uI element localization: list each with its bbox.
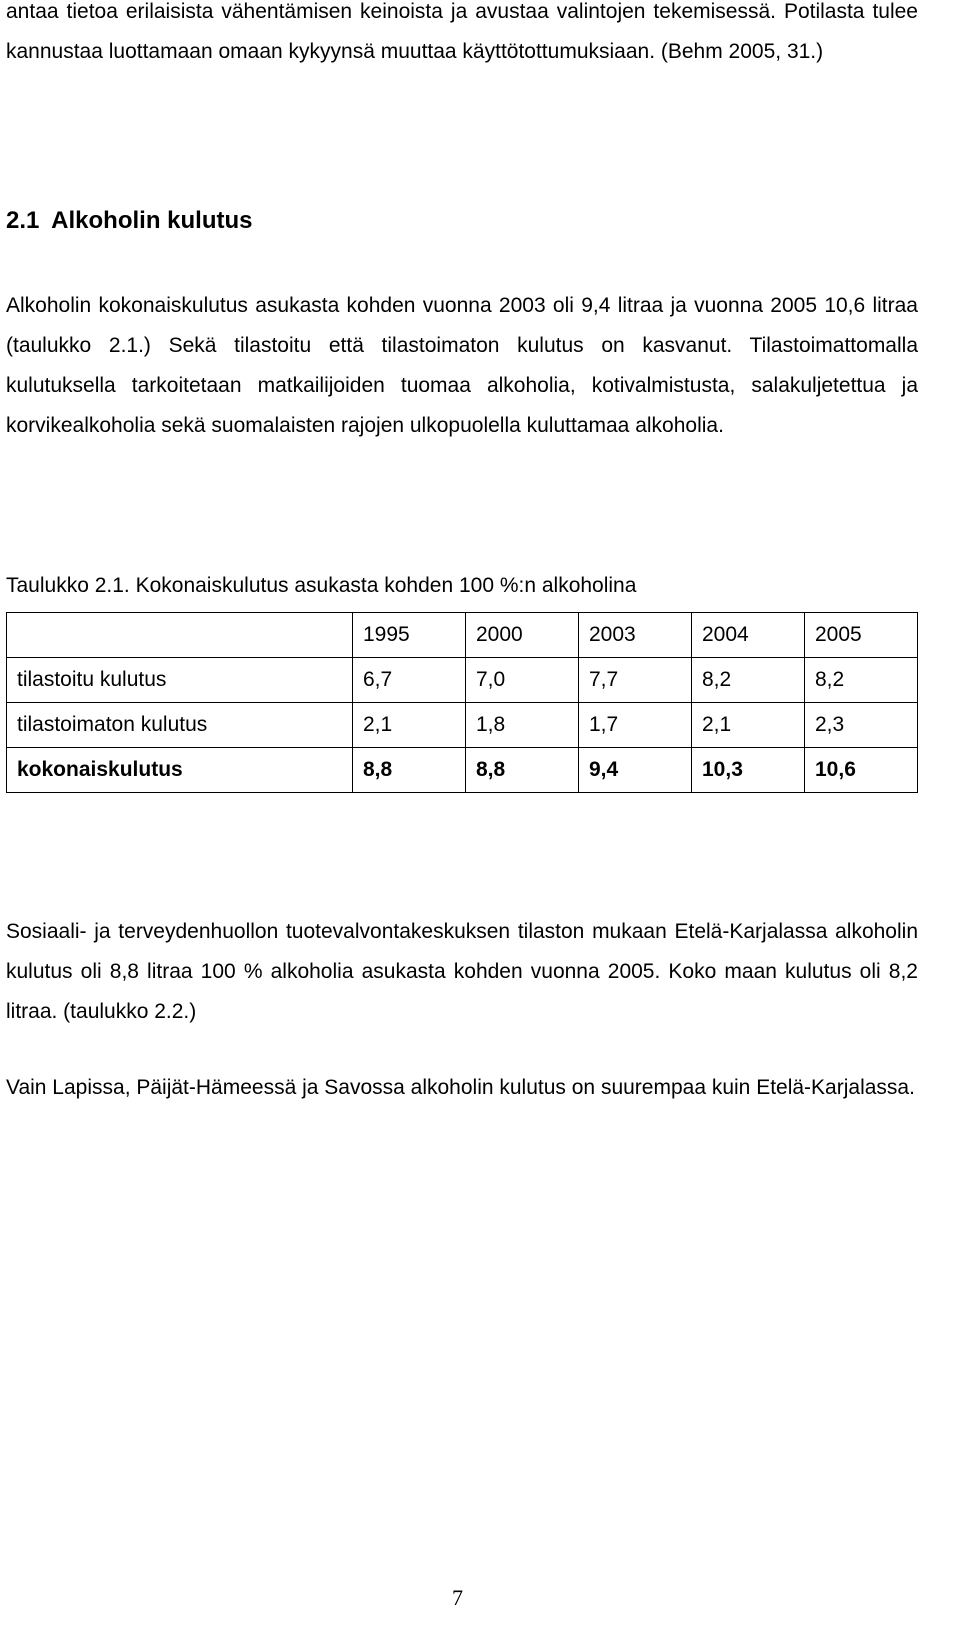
year-header-cell: 2005 bbox=[805, 613, 918, 658]
value-cell: 1,8 bbox=[466, 703, 579, 748]
regional-paragraph: Sosiaali- ja terveydenhuollon tuotevalvontakeskuksen tilaston mukaan Etelä-Karjalassa alkoholin kulutus oli 8,8 litraa 100 % alkoholia asukasta kohden vuonna 2005. Koko maan kulutus oli 8,2 litraa. (taulukko 2.2.) bbox=[6, 920, 918, 1023]
value-cell: 2,3 bbox=[805, 703, 918, 748]
intro-paragraph: antaa tietoa erilaisista vähentämisen keinoista ja avustaa valintojen tekemisessä. Potilasta tulee kannustaa luottamaan omaan kykyynsä muuttaa käyttötottumuksiaan. (Behm 2005, 31.) bbox=[6, 0, 918, 63]
consumption-table bbox=[6, 612, 918, 793]
value-cell: 9,4 bbox=[579, 748, 692, 793]
value-cell: 2,1 bbox=[692, 703, 805, 748]
table-corner-cell bbox=[7, 613, 353, 658]
year-header-cell: 2004 bbox=[692, 613, 805, 658]
row-label-cell: tilastoitu kulutus bbox=[7, 658, 353, 703]
table-total-row bbox=[7, 748, 918, 793]
row-label-cell: kokonaiskulutus bbox=[7, 748, 353, 793]
section-title: Alkoholin kulutus bbox=[51, 207, 253, 234]
table-caption: Taulukko 2.1. Kokonaiskulutus asukasta kohden 100 %:n alkoholina bbox=[6, 574, 637, 597]
value-cell: 7,0 bbox=[466, 658, 579, 703]
value-cell: 1,7 bbox=[579, 703, 692, 748]
value-cell: 8,2 bbox=[692, 658, 805, 703]
value-cell: 2,1 bbox=[353, 703, 466, 748]
value-cell: 8,8 bbox=[353, 748, 466, 793]
value-cell: 8,2 bbox=[805, 658, 918, 703]
table-header-row bbox=[7, 613, 918, 658]
year-header-cell: 2003 bbox=[579, 613, 692, 658]
section-number: 2.1 bbox=[6, 207, 40, 234]
value-cell: 8,8 bbox=[466, 748, 579, 793]
value-cell: 10,3 bbox=[692, 748, 805, 793]
comparison-paragraph: Vain Lapissa, Päijät-Hämeessä ja Savossa alkoholin kulutus on suurempaa kuin Etelä-Karjalassa. bbox=[6, 1076, 915, 1099]
value-cell: 10,6 bbox=[805, 748, 918, 793]
year-header-cell: 2000 bbox=[466, 613, 579, 658]
row-label-cell: tilastoimaton kulutus bbox=[7, 703, 353, 748]
value-cell: 6,7 bbox=[353, 658, 466, 703]
page-number: 7 bbox=[452, 1585, 463, 1610]
section-heading bbox=[6, 201, 252, 241]
table-row bbox=[7, 703, 918, 748]
table-row bbox=[7, 658, 918, 703]
value-cell: 7,7 bbox=[579, 658, 692, 703]
year-header-cell: 1995 bbox=[353, 613, 466, 658]
consumption-paragraph: Alkoholin kokonaiskulutus asukasta kohden vuonna 2003 oli 9,4 litraa ja vuonna 2005 10,6 litraa (taulukko 2.1.) Sekä tilastoitu että tilastoimaton kulutus on kasvanut. Tilastoimattomalla kulutuksella tarkoitetaan matkailijoiden tuomaa alkoholia, kotivalmistusta, salakuljetettua ja korvikealkoholia sekä suomalaisten rajojen ulkopuolella kuluttamaa alkoholia. bbox=[6, 294, 918, 437]
